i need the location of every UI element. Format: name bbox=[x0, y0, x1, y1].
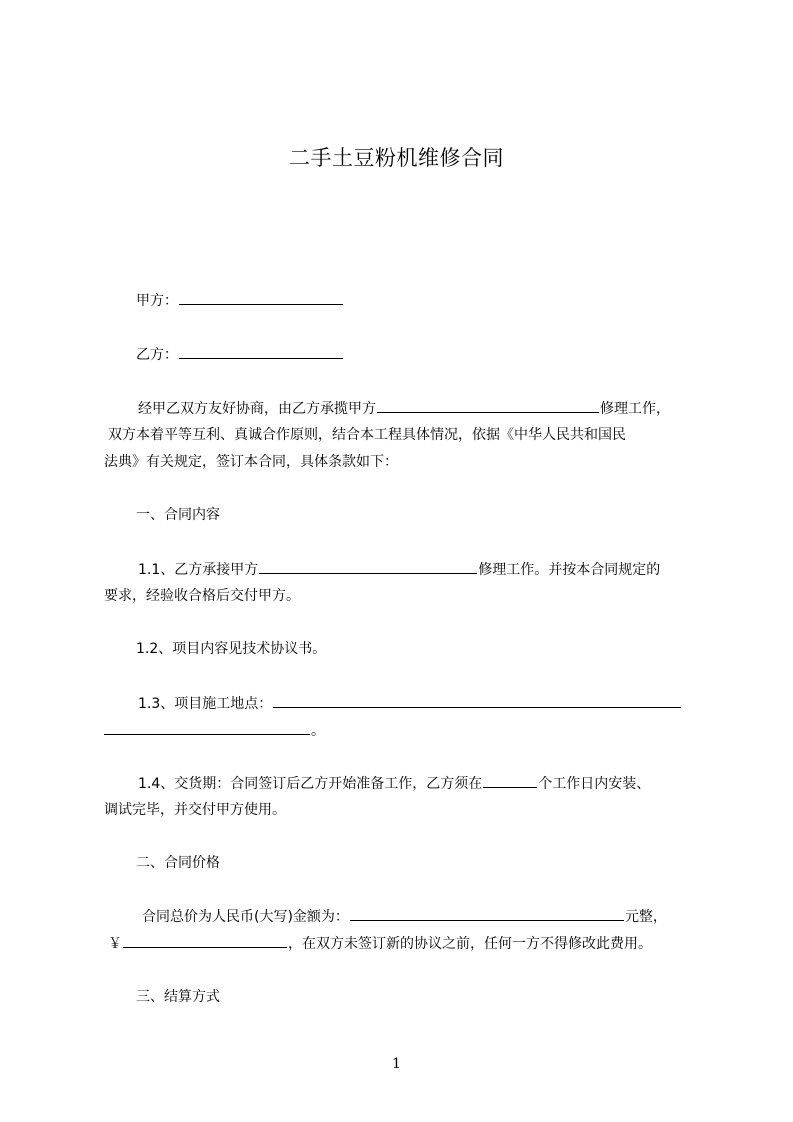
party-b-line bbox=[136, 344, 344, 365]
intro-text-1a: 经甲乙双方友好协商，由乙方承揽甲方 bbox=[138, 401, 376, 417]
clause-1-1-line-2: 要求，经验收合格后交付甲方。 bbox=[104, 588, 300, 604]
party-a-line bbox=[136, 290, 344, 311]
party-a-blank[interactable] bbox=[179, 290, 343, 305]
price-text-c: ，在双方未签订新的协议之前，任何一方不得修改此费用。 bbox=[288, 936, 652, 952]
page-number: 1 bbox=[392, 1056, 401, 1072]
clause-1-2: 1.2、项目内容见技术协议书。 bbox=[136, 641, 327, 657]
price-line-1 bbox=[142, 906, 667, 927]
document-title: 二手土豆粉机维修合同 bbox=[289, 146, 504, 170]
price-amount-words-blank[interactable] bbox=[350, 906, 624, 921]
party-b-label: 乙方： bbox=[136, 347, 178, 363]
section-3-heading: 三、结算方式 bbox=[136, 989, 220, 1005]
clause-1-3-location-blank[interactable] bbox=[273, 693, 681, 708]
yen-symbol: ￥ bbox=[108, 936, 122, 952]
clause-1-3-end: 。 bbox=[311, 723, 325, 739]
clause-1-3-text-a: 1.3、项目施工地点： bbox=[138, 696, 273, 712]
clause-1-3-location-blank-2[interactable] bbox=[104, 720, 310, 735]
intro-text-1b: 修理工作， bbox=[600, 401, 670, 417]
clause-1-1-text-a: 1.1、乙方承接甲方 bbox=[138, 562, 259, 578]
clause-1-4-text-a: 1.4、交货期：合同签订后乙方开始准备工作，乙方须在 bbox=[138, 776, 483, 792]
price-amount-figures-blank[interactable] bbox=[123, 933, 287, 948]
intro-line-1 bbox=[138, 398, 670, 419]
clause-1-4-days-blank[interactable] bbox=[483, 773, 537, 788]
clause-1-4-text-b: 个工作日内安装、 bbox=[538, 776, 651, 792]
clause-1-1-text-b: 修理工作。并按本合同规定的 bbox=[478, 562, 661, 578]
clause-1-4-line-2: 调试完毕，并交付甲方使用。 bbox=[104, 802, 286, 818]
clause-1-1-line-1 bbox=[138, 559, 660, 580]
price-text-b: 元整， bbox=[624, 909, 667, 925]
price-text-a: 合同总价为人民币(大写)金额为： bbox=[142, 909, 349, 925]
intro-line-2: 双方本着平等互利、真诚合作原则，结合本工程具体情况，依据《中华人民共和国民 bbox=[108, 427, 626, 443]
clause-1-1-blank[interactable] bbox=[259, 559, 477, 574]
clause-1-3-line-1 bbox=[138, 693, 682, 714]
clause-1-3-line-2 bbox=[104, 720, 325, 741]
intro-project-blank[interactable] bbox=[377, 398, 599, 413]
section-1-heading: 一、合同内容 bbox=[136, 507, 220, 523]
party-b-blank[interactable] bbox=[179, 344, 343, 359]
clause-1-4-line-1 bbox=[138, 773, 650, 794]
intro-line-3: 法典》有关规定，签订本合同，具体条款如下： bbox=[104, 454, 398, 470]
party-a-label: 甲方： bbox=[136, 293, 178, 309]
section-2-heading: 二、合同价格 bbox=[136, 855, 220, 871]
price-line-2 bbox=[108, 933, 652, 954]
